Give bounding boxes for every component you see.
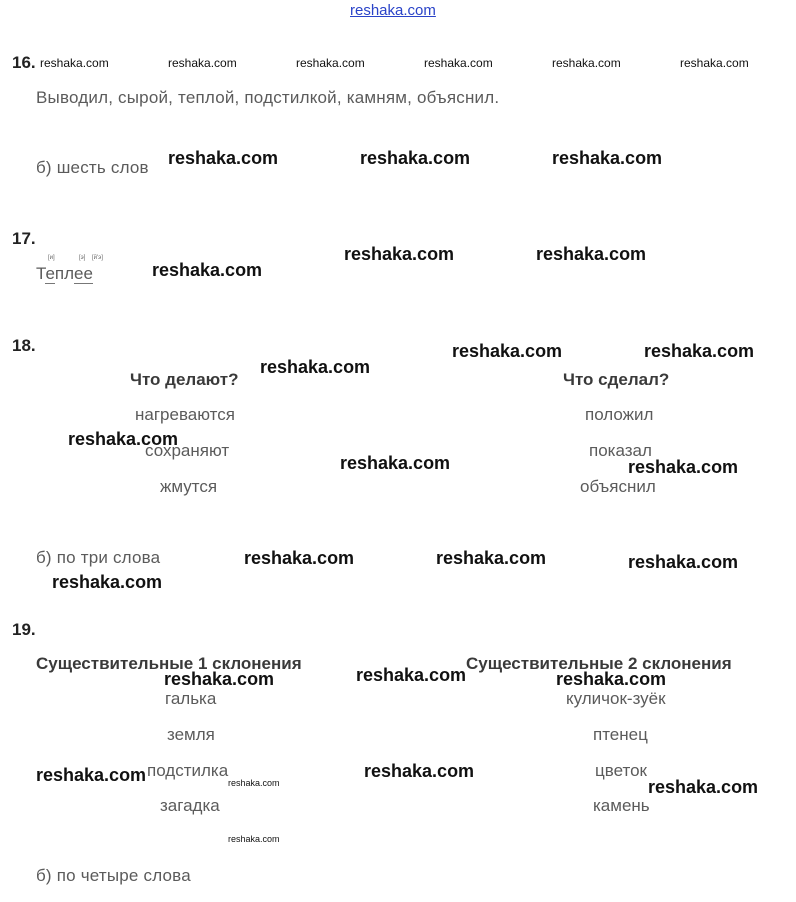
task-18-col2-word: показал: [589, 441, 652, 460]
word-part-underlined: е: [45, 264, 55, 283]
task-19-answer-b: б) по четыре слова: [36, 866, 191, 885]
watermark: reshaka.com: [452, 341, 563, 361]
task-19-col2-title: Существительные 2 склонения: [466, 654, 732, 673]
watermark: reshaka.com: [356, 665, 467, 685]
watermark: reshaka.com: [424, 56, 493, 70]
watermark: reshaka.com: [344, 244, 455, 264]
watermark: reshaka.com: [168, 56, 237, 70]
watermark: reshaka.com: [296, 56, 365, 70]
watermark: reshaka.com: [536, 244, 647, 264]
task-19-col2-word: куличок-зуёк: [566, 689, 666, 708]
task-18-answer-b: б) по три слова: [36, 548, 161, 567]
watermark: reshaka.com: [228, 778, 280, 788]
watermark: reshaka.com: [680, 56, 749, 70]
watermark: reshaka.com: [552, 56, 621, 70]
watermark: reshaka.com: [436, 548, 547, 568]
task-19-col2-word: птенец: [593, 725, 648, 744]
task-18-col1-word: жмутся: [160, 477, 218, 496]
task-16-answer-b: б) шесть слов: [36, 158, 149, 177]
watermark: reshaka.com: [360, 148, 471, 168]
watermark: reshaka.com: [628, 457, 739, 477]
task-18-col1-word: сохраняют: [145, 441, 230, 460]
task-16-number: 16.: [12, 53, 36, 72]
watermark: reshaka.com: [364, 761, 475, 781]
task-17-word: [36, 264, 93, 284]
task-19-col1-title: Существительные 1 склонения: [36, 654, 302, 673]
watermark-top: reshaka.com: [350, 2, 436, 19]
word-part: пл: [54, 264, 75, 283]
watermark: reshaka.com: [168, 148, 279, 168]
watermark: reshaka.com: [68, 429, 179, 449]
transcription-3: [й'э]: [92, 255, 103, 261]
task-17-number: 17.: [12, 229, 36, 248]
word-part: Т: [36, 264, 46, 283]
watermark: reshaka.com: [152, 260, 263, 280]
watermark: reshaka.com: [52, 572, 163, 592]
task-19-col1-word: подстилка: [147, 761, 229, 780]
watermark: reshaka.com: [648, 777, 759, 797]
watermark: reshaka.com: [644, 341, 755, 361]
watermark: reshaka.com: [260, 357, 371, 377]
word-part-underlined: ее: [74, 264, 93, 283]
watermark: reshaka.com: [36, 765, 147, 785]
task-19-col1-word: галька: [165, 689, 217, 708]
task-19-number: 19.: [12, 620, 36, 639]
task-19-col1-word: земля: [167, 725, 215, 744]
task-19-col2-word: цветок: [595, 761, 647, 780]
watermark: reshaka.com: [340, 453, 451, 473]
transcription-2: [э]: [79, 255, 86, 261]
watermark: reshaka.com: [244, 548, 355, 568]
task-18-col1-title: Что делают?: [130, 370, 239, 389]
transcription-1: [и]: [48, 255, 55, 261]
task-18-col2-word: объяснил: [580, 477, 656, 496]
task-18-number: 18.: [12, 336, 36, 355]
task-18-col2-title: Что сделал?: [563, 370, 670, 389]
watermark: reshaka.com: [552, 148, 663, 168]
task-18-col1-word: нагреваются: [135, 405, 235, 424]
watermark: reshaka.com: [164, 669, 275, 689]
task-16-words: Выводил, сырой, теплой, подстилкой, камням, объяснил.: [36, 88, 500, 107]
watermark: reshaka.com: [40, 56, 109, 70]
watermark: reshaka.com: [556, 669, 667, 689]
task-19-col1-word: загадка: [160, 796, 220, 815]
task-18-col2-word: положил: [585, 405, 654, 424]
watermark: reshaka.com: [228, 834, 280, 844]
watermark: reshaka.com: [628, 552, 739, 572]
task-19-col2-word: камень: [593, 796, 650, 815]
